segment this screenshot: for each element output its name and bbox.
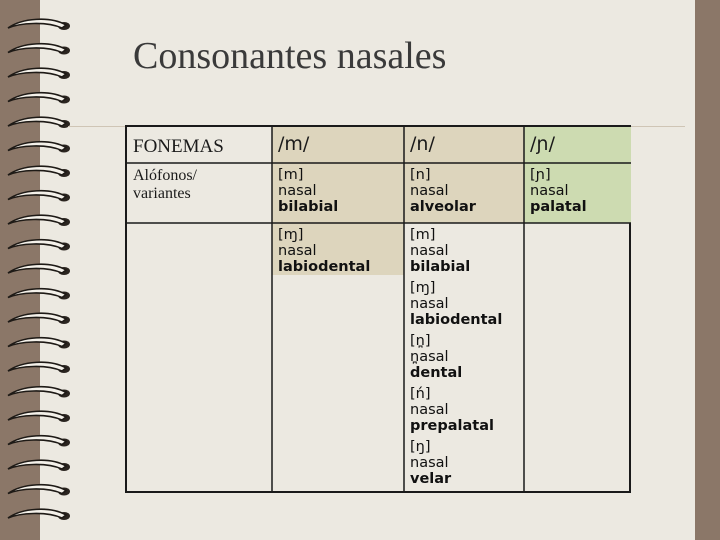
binding-ring xyxy=(8,460,66,469)
phoneme-table xyxy=(125,125,631,493)
allophone-symbol: [m] xyxy=(410,227,436,243)
allophone-n-bilabial xyxy=(410,227,470,275)
allophone-symbol: [ɲ] xyxy=(530,167,551,183)
allophone-symbol: [n̪] xyxy=(410,333,431,349)
allophone-symbol: [ɱ] xyxy=(410,280,436,296)
phoneme-m: /m/ xyxy=(278,133,310,155)
allophone-manner: nasal xyxy=(410,183,449,199)
allophone-symbol: [n] xyxy=(410,167,431,183)
page-title: Consonantes nasales xyxy=(133,35,447,77)
allophone-n-labiodental xyxy=(410,280,502,328)
binding-ring xyxy=(8,485,66,494)
binding-ring xyxy=(8,264,66,273)
alofonos-line1: Alófonos/ xyxy=(133,167,197,184)
binding-ring xyxy=(8,362,66,371)
allophone-symbol: [ɱ] xyxy=(278,227,304,243)
binding-ring xyxy=(8,240,66,249)
binding-ring xyxy=(8,93,66,102)
allophone-place: velar xyxy=(410,471,452,487)
allophone-m-bilabial xyxy=(278,167,338,215)
binding-ring xyxy=(8,191,66,200)
binding-ring xyxy=(8,509,66,518)
allophone-n-alveolar xyxy=(410,167,476,215)
allophone-manner: n̪asal xyxy=(410,349,449,365)
fonemas-label: FONEMAS xyxy=(133,136,224,157)
phoneme-ny: /ɲ/ xyxy=(530,133,556,155)
allophone-n-prepalatal xyxy=(410,386,494,434)
binding-ring xyxy=(8,289,66,298)
spiral-binding xyxy=(0,0,80,540)
allophone-place: bilabial xyxy=(278,199,339,215)
binding-ring xyxy=(8,142,66,151)
allophone-manner: nasal xyxy=(278,243,317,259)
alofonos-line2: variantes xyxy=(133,185,191,202)
allophone-n-velar xyxy=(410,439,451,487)
phoneme-n: /n/ xyxy=(410,133,435,155)
binding-ring xyxy=(8,313,66,322)
binding-ring xyxy=(8,68,66,77)
allophone-manner: nasal xyxy=(410,455,449,471)
allophone-place: labiodental xyxy=(278,259,371,275)
allophone-symbol: [ń] xyxy=(410,386,431,402)
allophone-place: labiodental xyxy=(410,312,503,328)
binding-ring xyxy=(8,411,66,420)
binding-ring xyxy=(8,338,66,347)
binding-ring xyxy=(8,117,66,126)
binding-ring xyxy=(8,166,66,175)
allophone-symbol: [ŋ] xyxy=(410,439,431,455)
alofonos-label xyxy=(133,167,197,203)
allophone-place: alveolar xyxy=(410,199,476,215)
binding-ring xyxy=(8,387,66,396)
allophone-place: palatal xyxy=(530,199,587,215)
allophone-manner: nasal xyxy=(530,183,569,199)
allophone-manner: nasal xyxy=(410,243,449,259)
allophone-place: bilabial xyxy=(410,259,471,275)
allophone-place: dental xyxy=(410,365,463,381)
binding-ring xyxy=(8,436,66,445)
binding-ring xyxy=(8,44,66,53)
allophone-manner: nasal xyxy=(410,296,449,312)
allophone-m-labiodental xyxy=(278,227,370,275)
allophone-manner: nasal xyxy=(278,183,317,199)
allophone-n-dental xyxy=(410,333,462,381)
allophone-ny-palatal xyxy=(530,167,587,215)
allophone-symbol: [m] xyxy=(278,167,304,183)
binding-ring xyxy=(8,19,66,28)
allophone-manner: nasal xyxy=(410,402,449,418)
allophone-place: prepalatal xyxy=(410,418,494,434)
binding-ring xyxy=(8,215,66,224)
